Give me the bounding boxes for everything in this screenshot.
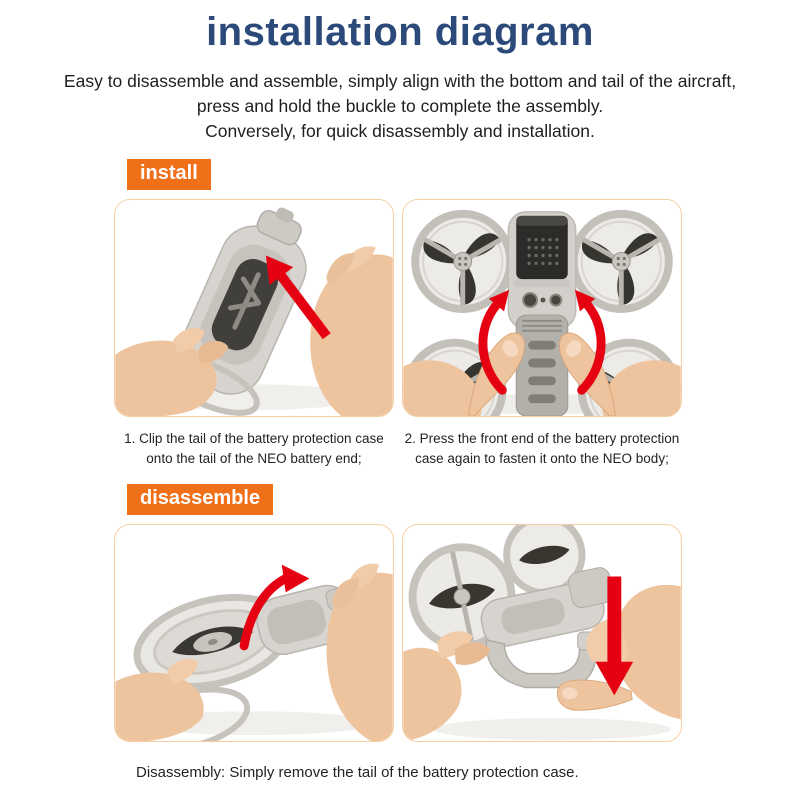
caption-line: case again to fasten it onto the NEO body; bbox=[415, 451, 669, 466]
case-removal-illustration bbox=[403, 525, 681, 741]
install-step2-photo bbox=[402, 199, 682, 417]
caption-line: onto the tail of the NEO battery end; bbox=[146, 451, 362, 466]
install-captions bbox=[114, 429, 686, 469]
drone-underside-illustration bbox=[115, 200, 393, 416]
intro-line-2: press and hold the buckle to complete the assembly. bbox=[196, 96, 604, 116]
battery-case-strap bbox=[516, 315, 568, 416]
drone-tilt-illustration bbox=[115, 525, 393, 741]
disassemble-section bbox=[114, 469, 686, 781]
install-badge: install bbox=[127, 159, 211, 190]
disassemble-caption: Disassembly: Simply remove the tail of the battery protection case. bbox=[136, 764, 579, 781]
disassemble-step1-photo bbox=[114, 524, 394, 742]
intro-line-1: Easy to disassemble and assemble, simply align with the bottom and tail of the aircraft, bbox=[63, 71, 737, 91]
content-column bbox=[114, 144, 686, 781]
installation-diagram-page bbox=[0, 10, 800, 810]
install-photo-row bbox=[114, 199, 686, 417]
page-title: installation diagram bbox=[206, 10, 594, 54]
install-step1-caption bbox=[114, 429, 394, 469]
disassemble-photo-row bbox=[114, 524, 686, 742]
disassemble-step2-photo bbox=[402, 524, 682, 742]
install-step2-caption bbox=[402, 429, 682, 469]
intro-text bbox=[20, 69, 780, 144]
install-step1-photo bbox=[114, 199, 394, 417]
caption-line: 1. Clip the tail of the battery protection case bbox=[124, 431, 384, 446]
intro-line-3: Conversely, for quick disassembly and installation. bbox=[205, 121, 595, 141]
drone-top-view-illustration bbox=[403, 200, 681, 416]
caption-line: 2. Press the front end of the battery protection bbox=[404, 431, 680, 446]
drone-center-body bbox=[508, 212, 575, 329]
install-section bbox=[114, 144, 686, 469]
disassemble-badge: disassemble bbox=[127, 484, 273, 515]
